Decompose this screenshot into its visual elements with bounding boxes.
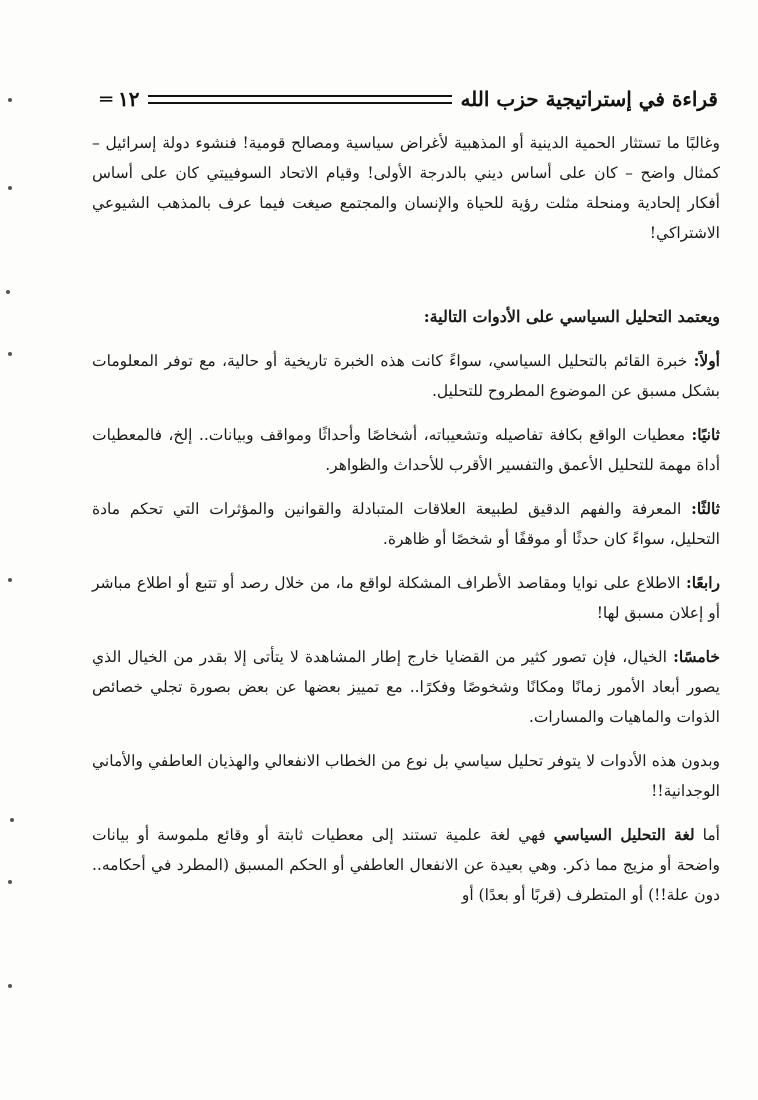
tool-paragraph-3: [92, 494, 720, 554]
tool-text: معطيات الواقع بكافة تفاصيله وتشعيباته، أشخاصًا وأحداثًا ومواقف وبيانات.. إلخ، فالمعطيات أداة مهمة للتحليل الأعمق والتفسير الأقرب للأحداث والظواهر.: [92, 426, 720, 474]
tool-paragraph-2: [92, 420, 720, 480]
scan-mark: [6, 290, 10, 294]
body-text: [92, 128, 720, 910]
tool-paragraph-4: [92, 568, 720, 628]
tool-lead: ثانيًا:: [691, 425, 720, 444]
language-prefix: أما: [694, 826, 720, 844]
page-number-rule: ═: [100, 87, 111, 111]
tool-paragraph-5: [92, 642, 720, 732]
scan-mark: [8, 578, 12, 582]
tool-lead: ثالثًا:: [691, 499, 720, 518]
language-text: فهي لغة علمية تستند إلى معطيات ثابتة أو وقائع ملموسة أو بيانات واضحة أو مزيج مما ذكر. وهي بعيدة عن الانفعال العاطفي أو الحكم المسبق (المطرد في أحكامه.. دون علة!!) أو المتطرف (قربًا أو بعدًا) أو: [92, 826, 720, 904]
scan-mark: [8, 186, 12, 190]
tool-text: المعرفة والفهم الدقيق لطبيعة العلاقات المتبادلة والقوانين والمؤثرات التي تحكم مادة التحليل، سواءً كان حدثًا أو موقفًا أو شخصًا أو ظاهرة.: [92, 500, 720, 548]
language-paragraph: [92, 820, 720, 910]
page-number: ١٢: [118, 87, 140, 111]
scan-mark: [10, 818, 14, 822]
tool-paragraph-1: [92, 346, 720, 406]
intro-paragraph: وغالبًا ما تستثار الحمية الدينية أو المذهبية لأغراض سياسية ومصالح قومية! فنشوء دولة إسرائيل – كمثال واضح – كان على أساس ديني بالدرجة الأولى! وقيام الاتحاد السوفييتي كان على أساس أفكار إلحادية ومنحلة مثلت رؤية للحياة والإنسان والمجتمع صيغت فيما عرف بالمذهب الشيوعي الاشتراكي!: [92, 134, 720, 242]
tool-text: خبرة القائم بالتحليل السياسي، سواءً كانت هذه الخبرة تاريخية أو حالية، مع توفر المعلومات بشكل مسبق عن الموضوع المطروح للتحليل.: [92, 352, 720, 400]
tool-lead: أولاً:: [693, 351, 720, 370]
tool-text: الاطلاع على نوايا ومقاصد الأطراف المشكلة لواقع ما، من خلال رصد أو تتبع أو اطلاع مباشر أو إعلان مسبق لها!: [92, 574, 720, 622]
section-heading: ويعتمد التحليل السياسي على الأدوات التالية:: [423, 307, 720, 326]
scan-mark: [8, 352, 12, 356]
scan-mark: [8, 984, 12, 988]
without-tools-paragraph: وبدون هذه الأدوات لا يتوفر تحليل سياسي بل نوع من الخطاب الانفعالي والهذيان العاطفي والأماني الوجدانية!!: [92, 752, 720, 800]
header-rule: [148, 95, 453, 104]
language-lead: لغة التحليل السياسي: [553, 825, 695, 844]
tool-text: الخيال، فإن تصور كثير من القضايا خارج إطار المشاهدة لا يتأتى إلا بقدر من الخيال الذي يصور أبعاد الأمور زمانًا ومكانًا وشخوصًا وفكرًا.. مع تمييز بعضها عن بعض بصورة تجلي خصائص الذوات والماهيات والمسارات.: [92, 648, 720, 726]
running-title: قراءة في إستراتيجية حزب الله: [460, 87, 718, 111]
scan-mark: [8, 880, 12, 884]
tool-lead: رابعًا:: [685, 573, 720, 592]
running-header: [100, 82, 718, 116]
tool-lead: خامسًا:: [673, 647, 720, 666]
scan-mark: [8, 98, 12, 102]
